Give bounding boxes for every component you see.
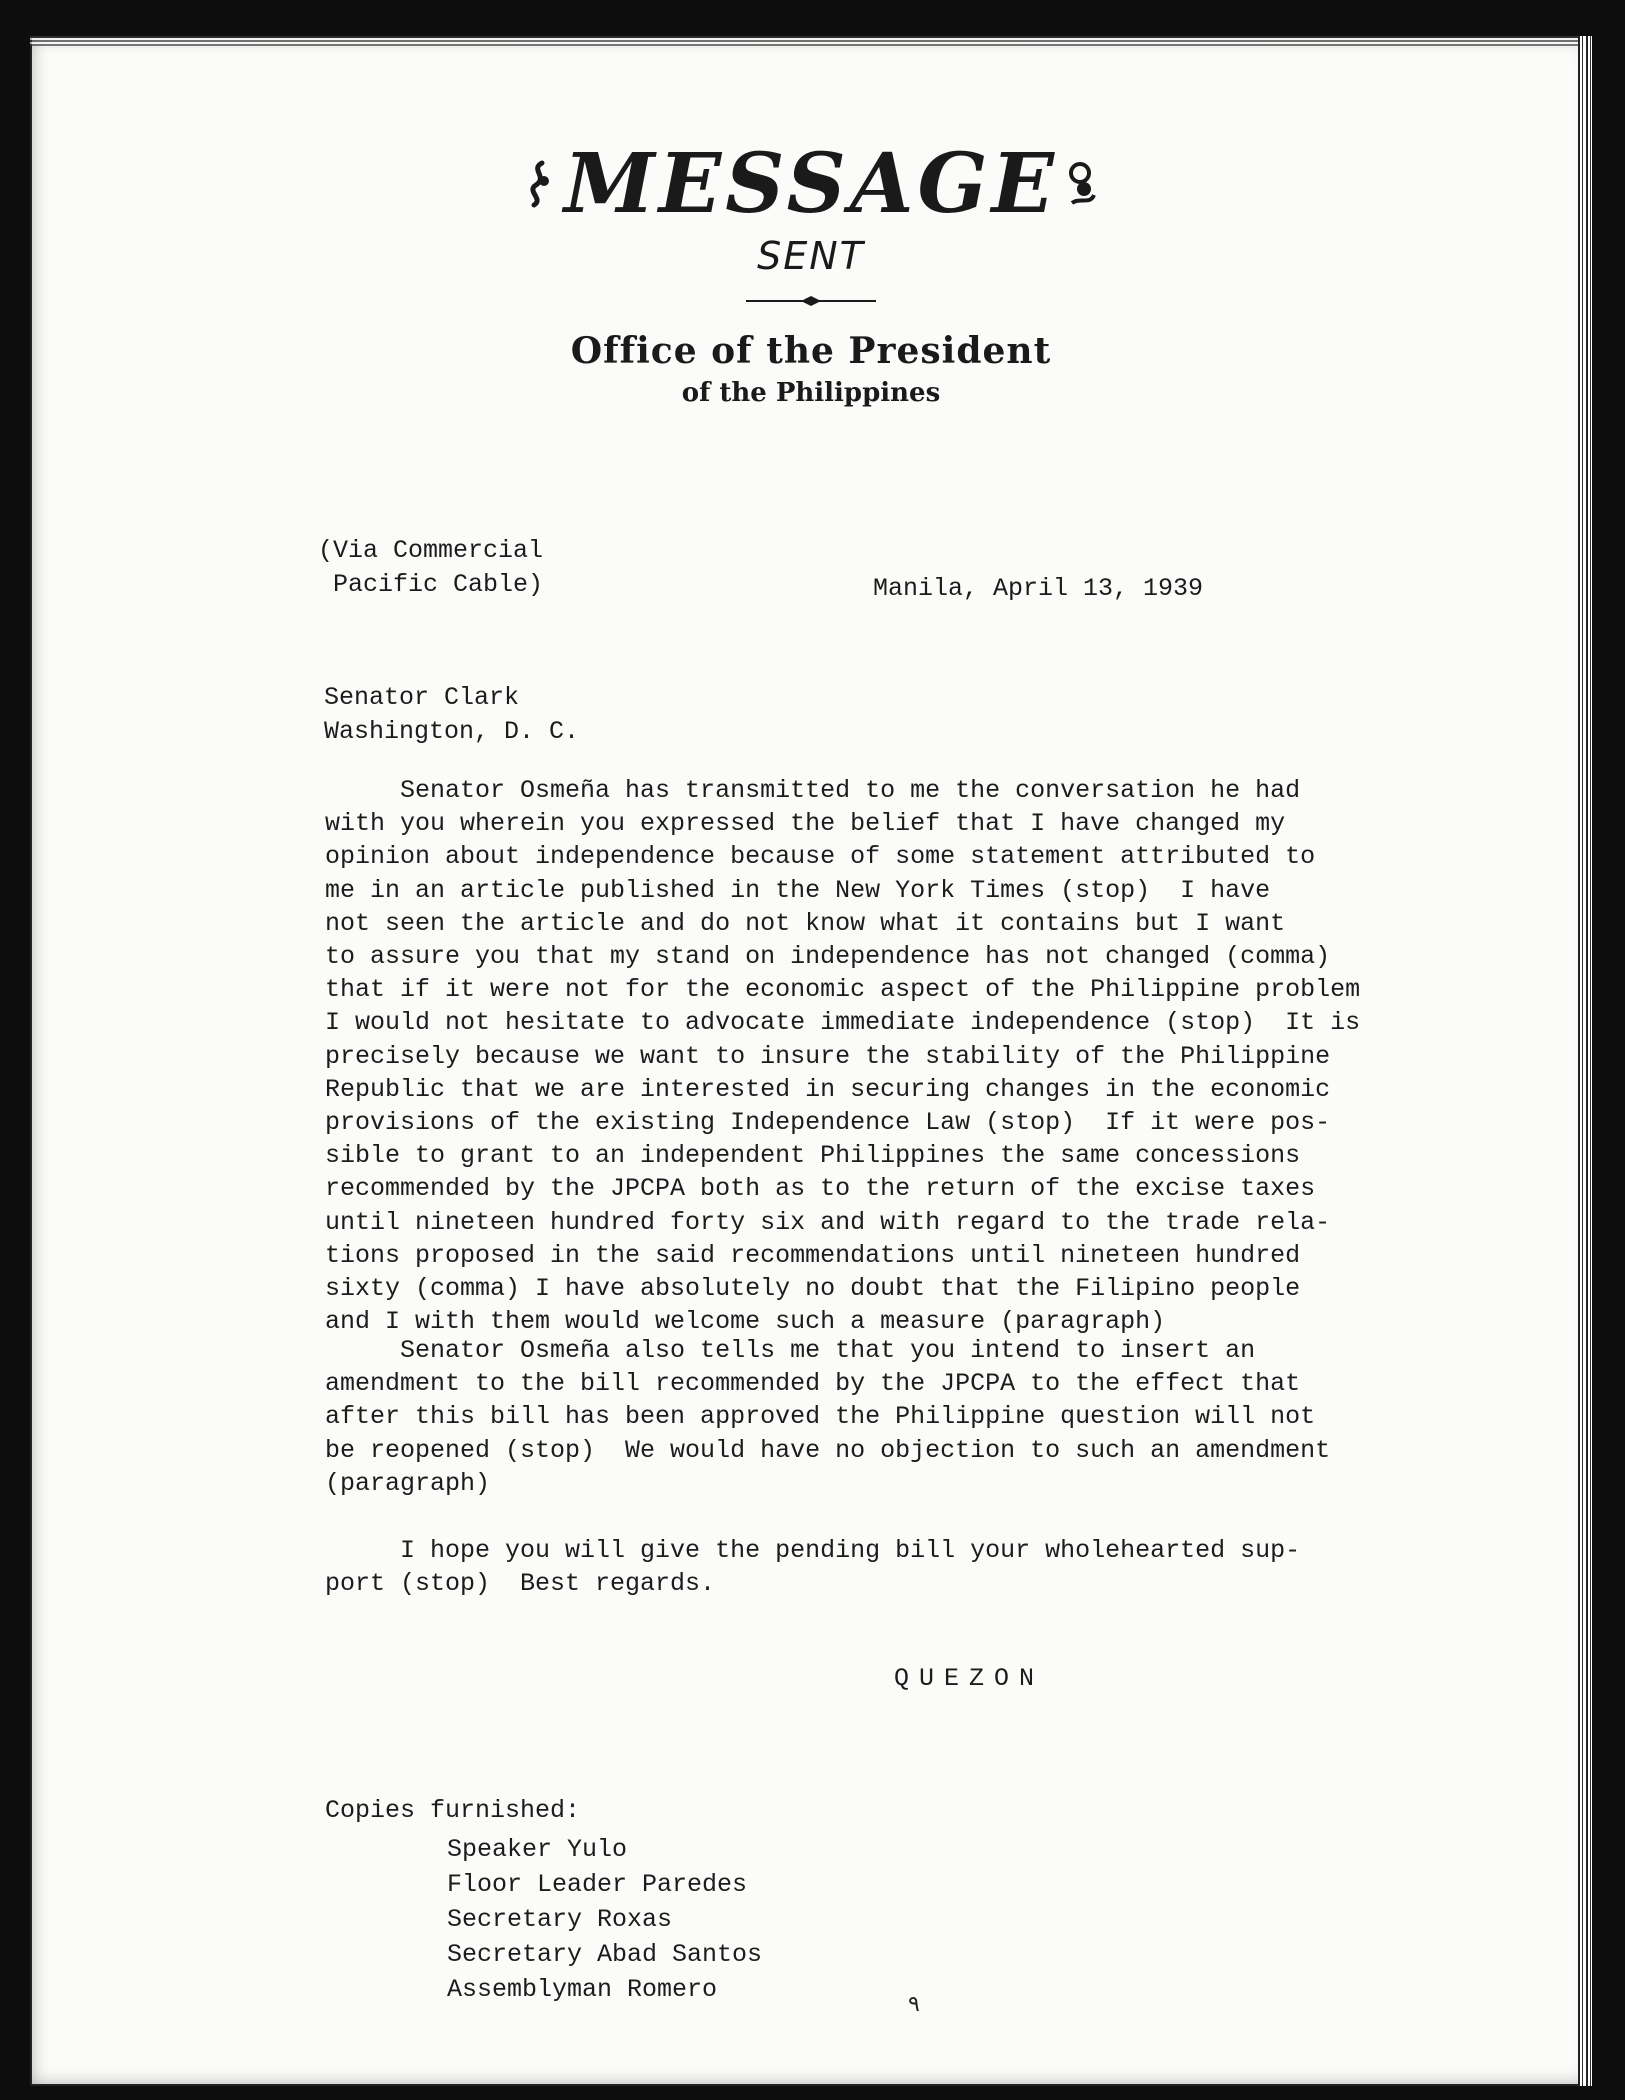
page-top-edge	[30, 36, 1592, 46]
title-row	[30, 136, 1592, 232]
office-line-1: Office of the President	[570, 330, 1052, 372]
left-ornament-icon	[522, 159, 558, 209]
copies-recipient-list: Speaker Yulo Floor Leader Paredes Secretary Roxas Secretary Abad Santos Assemblyman Romero	[447, 1835, 763, 2004]
addressee-name: Senator Clark	[324, 683, 520, 712]
message-title: MESSAGE	[563, 136, 1059, 232]
body-paragraph-3: I hope you will give the pending bill your wholehearted sup- port (stop) Best regards.	[325, 1536, 1301, 1599]
document-page	[30, 36, 1592, 2086]
right-ornament-icon	[1064, 159, 1100, 209]
letterhead	[30, 136, 1592, 408]
sent-label: SENT	[757, 234, 865, 278]
addressee	[324, 681, 579, 749]
divider-ornament-icon	[746, 294, 876, 308]
addressee-location: Washington, D. C.	[324, 717, 580, 746]
copies-furnished-label: Copies furnished:	[325, 1796, 581, 1825]
stray-pen-mark: ٩	[908, 1992, 920, 2017]
signature: QUEZON	[894, 1664, 1045, 1693]
office-line-2: of the Philippines	[681, 378, 941, 408]
via-line-2: Pacific Cable)	[318, 570, 544, 599]
body-paragraph-1: Senator Osmeña has transmitted to me the conversation he had with you wherein you expressed the belief that I have changed my opinion about independence because of some statement attributed to me in an article published in the New York Times (stop) I have not seen the article and do not know what it contains but I want to assure you that my stand on independence has not changed (comma) that if it were not for the economic aspect of the Philippine problem I would not hesitate to advocate immediate independence (stop) It is precisely because we want to insure the stability of the Philippine Republic that we are interested in securing changes in the economic provisions of the existing Independence Law (stop) If it were pos- sible to grant to an independent Philippines the same concessions recommended by the JPCPA both as to the return of the excise taxes until nineteen hundred forty six and with regard to the trade rela- tions proposed in the said recommendations until nineteen hundred sixty (comma) I have absolutely no doubt that the Filipino people and I with them would welcome such a measure (paragraph)	[325, 776, 1361, 1337]
transmission-via	[318, 534, 543, 602]
body-paragraph-2: Senator Osmeña also tells me that you intend to insert an amendment to the bill recommended by the JPCPA to the effect that after this bill has been approved the Philippine question will not be reopened (stop) We would have no objection to such an amendment (paragraph)	[325, 1336, 1331, 1498]
via-line-1: (Via Commercial	[318, 536, 544, 565]
letter-date: Manila, April 13, 1939	[873, 574, 1204, 603]
